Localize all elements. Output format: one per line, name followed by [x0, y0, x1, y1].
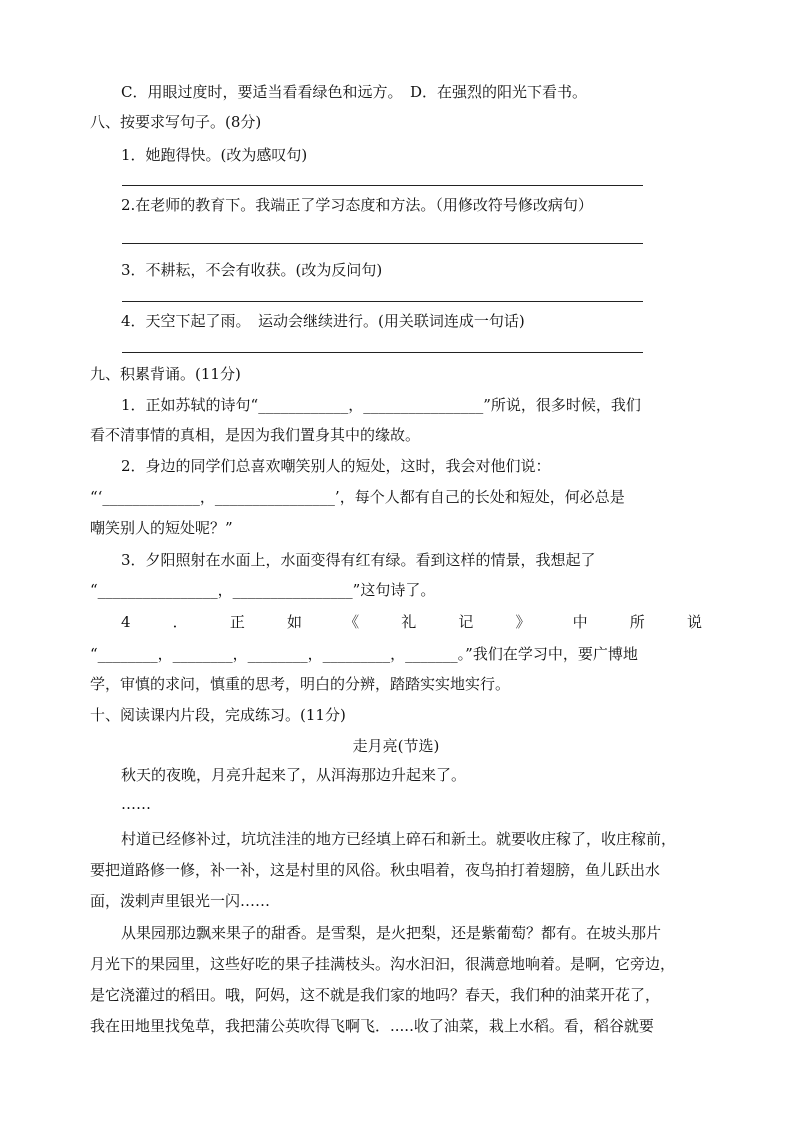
q9-4-word: 中 — [572, 613, 588, 631]
q9-4-word: 如 — [286, 613, 302, 631]
passage-ellipsis: …… — [121, 795, 151, 813]
section-8-heading: 八、按要求写句子。(8分) — [90, 113, 262, 131]
passage-line: 秋天的夜晚，月亮升起来了，从洱海那边升起来了。 — [121, 766, 467, 784]
answer-line[interactable] — [122, 352, 643, 353]
passage-line: 月光下的果园里，这些好吃的果子挂满枝头。沟水汩汩，很满意地响着。是啊，它旁边， — [90, 955, 676, 973]
q9-4-line2: “________，________，________，_________，_______。”我们在学习中，要广博地 — [90, 645, 638, 663]
q9-3-line2: “________________，________________”这句诗了。 — [90, 581, 436, 599]
q9-4-line1 — [121, 612, 702, 632]
q9-2-line3: 嘲笑别人的短处呢？” — [90, 519, 233, 537]
passage-line: 面，泼剌声里银光一闪…… — [90, 892, 271, 910]
answer-line[interactable] — [122, 185, 643, 186]
q9-4-word: 所 — [629, 613, 645, 631]
section-9-heading: 九、积累背诵。(11分) — [90, 365, 241, 383]
q9-4-word: ． — [172, 613, 188, 631]
answer-line[interactable] — [122, 243, 643, 244]
passage-line: 是它浇灌过的稻田。哦，阿妈，这不就是我们家的地吗？春天，我们种的油菜开花了， — [90, 986, 661, 1004]
q9-2-line1: 2．身边的同学们总喜欢嘲笑别人的短处，这时，我会对他们说： — [121, 457, 551, 475]
q9-4-word: 《 — [344, 613, 360, 631]
q9-3-line1: 3．夕阳照射在水面上，水面变得有红有绿。看到这样的情景，我想起了 — [121, 551, 596, 569]
q9-4-word: 礼 — [401, 613, 417, 631]
q8-2-prompt: 2.在老师的教育下。我端正了学习态度和方法。（用修改符号修改病句） — [121, 196, 593, 214]
q9-4-word: 说 — [686, 613, 702, 631]
answer-line[interactable] — [122, 301, 643, 302]
passage-line: 从果园那边飘来果子的甜香。是雪梨，是火把梨，还是紫葡萄？都有。在坡头那片 — [121, 924, 662, 942]
passage-line: 我在田地里找兔草，我把蒲公英吹得飞啊飞．.....收了油菜，栽上水稻。看，稻谷就要 — [90, 1017, 654, 1035]
q9-1-line1: 1．正如苏轼的诗句“____________，________________”所说，很多时候，我们 — [121, 396, 641, 414]
q8-3-prompt: 3．不耕耘，不会有收获。(改为反问句) — [121, 261, 383, 279]
q8-4-prompt: 4．天空下起了雨。 运动会继续进行。(用关联词连成一句话) — [121, 312, 525, 330]
passage-line: 村道已经修补过，坑坑洼洼的地方已经填上碎石和新土。就要收庄稼了，收庄稼前， — [121, 830, 677, 848]
q9-2-line2: “‘_____________，________________’，每个人都有自己的长处和短处，何必总是 — [90, 488, 625, 506]
section-10-heading: 十、阅读课内片段，完成练习。(11分) — [90, 706, 346, 724]
q9-4-word: 正 — [229, 613, 245, 631]
q8-1-prompt: 1．她跑得快。(改为感叹句) — [121, 146, 308, 164]
q9-1-line2: 看不清事情的真相，是因为我们置身其中的缘故。 — [90, 426, 421, 444]
q9-4-word: 记 — [458, 613, 474, 631]
q9-4-word: 4 — [121, 613, 131, 631]
option-c-d: C．用眼过度时，要适当看看绿色和远方。 D．在强烈的阳光下看书。 — [121, 83, 588, 101]
q9-4-word: 》 — [515, 613, 531, 631]
passage-line: 要把道路修一修，补一补，这是村里的风俗。秋虫唱着，夜鸟拍打着翅膀，鱼儿跃出水 — [90, 861, 661, 879]
q9-4-line3: 学，审慎的求问，慎重的思考，明白的分辨，踏踏实实地实行。 — [90, 675, 511, 693]
passage-title: 走月亮(节选) — [352, 737, 440, 755]
